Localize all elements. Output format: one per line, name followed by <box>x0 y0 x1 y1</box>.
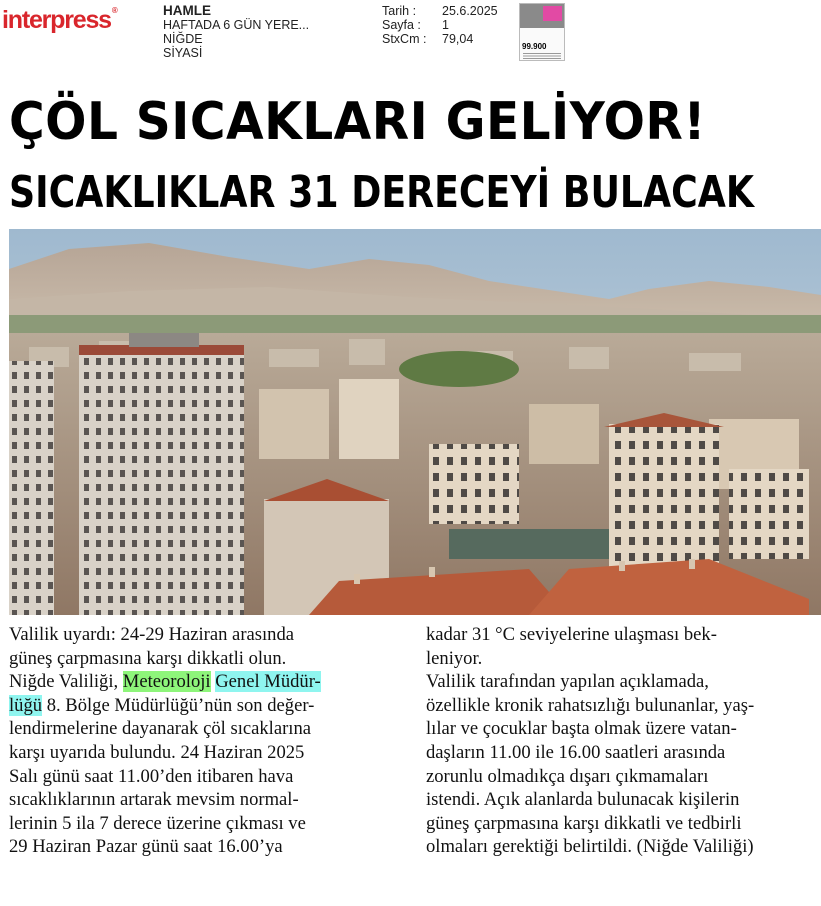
photo-illustration <box>9 229 821 615</box>
article-paragraph-left <box>9 623 404 859</box>
meta-stxcm-label: StxCm : <box>382 32 427 46</box>
highlight-meteoroloji: Meteoroloji <box>122 671 211 693</box>
thumbnail-price: 99.900 <box>522 42 547 51</box>
page-thumbnail[interactable] <box>519 3 565 61</box>
logo-text: interpress <box>2 6 111 34</box>
clip-city: NİĞDE <box>163 32 203 46</box>
left-text-body: 8. Bölge Müdürlüğü’nün son değer- lendirmelerine dayanarak çöl sıcaklarına karşı uyarıda bulundu. 24 Haziran 2025 Salı günü saat 11.00’den itibaren hava sıcaklıklarının artarak mevsim normal- lerinin 5 ila 7 derece üzerine çıkması ve 29 Haziran Pazar günü saat 16.00’ya <box>9 694 315 858</box>
meta-date-value: 25.6.2025 <box>442 4 498 18</box>
meta-page-label: Sayfa : <box>382 18 421 32</box>
article-column-right <box>426 623 818 859</box>
subheadline: SICAKLIKLAR 31 DERECEYİ BULACAK <box>9 167 755 218</box>
meta-page-value: 1 <box>442 18 449 32</box>
meta-date-label: Tarih : <box>382 4 417 18</box>
highlight-genel-mudurlugu: Genel Müdür- lüğü <box>9 671 321 716</box>
thumbnail-ad-block <box>543 6 562 21</box>
interpress-logo <box>2 6 117 35</box>
thumbnail-text-lines <box>523 53 561 59</box>
headline: ÇÖL SICAKLARI GELİYOR! <box>9 92 706 152</box>
publication-info <box>163 4 309 60</box>
meta-page-row <box>382 18 498 32</box>
city-panorama-photo <box>9 229 821 615</box>
registered-mark: ® <box>111 6 117 15</box>
meta-stxcm-value: 79,04 <box>442 32 474 46</box>
article-column-left <box>9 623 404 859</box>
meta-stxcm-row <box>382 32 498 46</box>
meta-date-row <box>382 4 498 18</box>
clip-category: SİYASİ <box>163 46 203 60</box>
left-text-intro: Valilik uyardı: 24-29 Haziran arasında güneş çarpmasına karşı dikkatli olun. Niğde Valiliği, <box>9 624 295 693</box>
article-paragraph-right: kadar 31 °C seviyelerine ulaşması bek- leniyor. Valilik tarafından yapılan açıklamada, özellikle kronik rahatsızlığı bulunanlar, yaş- lılar ve çocuklar başta olmak üzere vatan- daşların 11.00 ile 16.00 saatleri arasında zorunlu olmadıkça dışarı çıkmamaları istendi. Açık alanlarda bulunacak kişilerin güneş çarpmasına karşı dikkatli ve tedbirli olmaları gerektiği belirtildi. (Niğde Valiliği) <box>426 624 755 858</box>
clip-title: HAFTADA 6 GÜN YERE... <box>163 18 310 32</box>
clip-meta <box>382 4 498 46</box>
publication-name: HAMLE <box>163 3 211 18</box>
